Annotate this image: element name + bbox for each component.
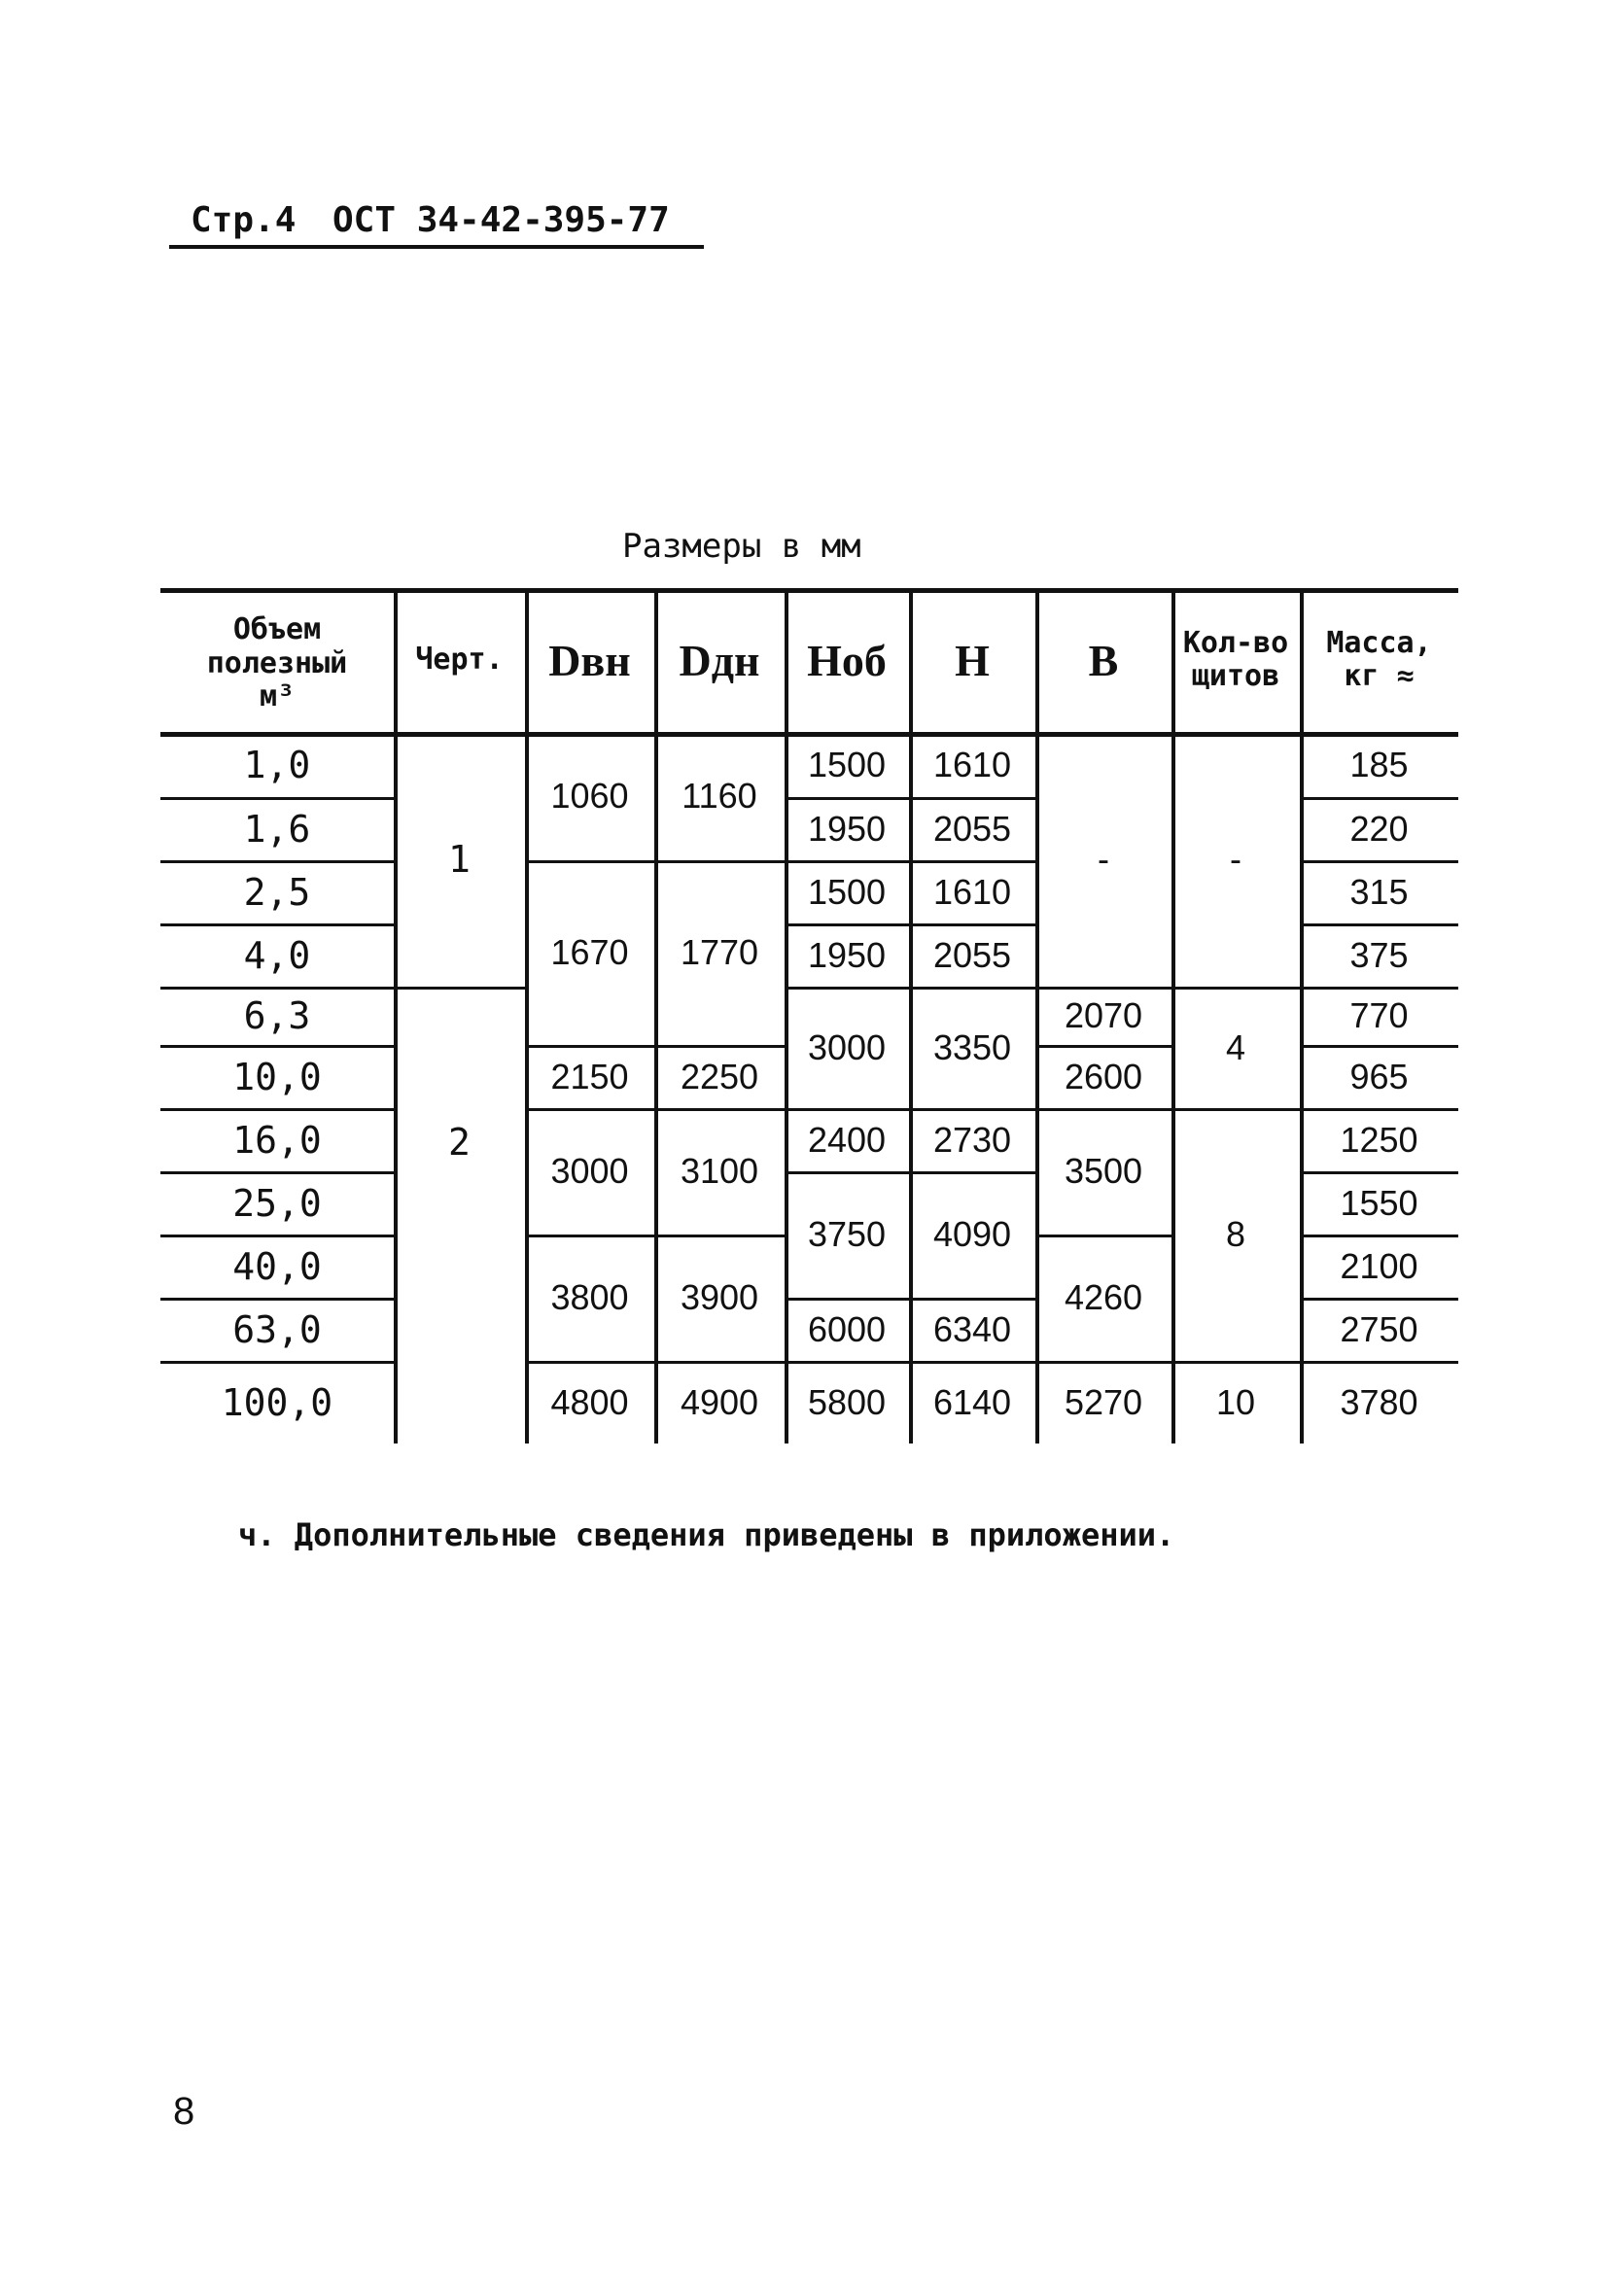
header-h-shell: Hоб [807,635,887,685]
h-cell: 2055 [932,808,1012,849]
header-volume-text: полезный [206,645,348,680]
footnote: ч. Дополнительные сведения приведены в приложении. [238,1516,1175,1553]
header-d-inner: Dвн [548,635,631,685]
h-shell-cell: 1950 [807,808,887,849]
mass-cell: 2750 [1340,1308,1418,1349]
shields-cell: 10 [1215,1381,1256,1422]
standard-number: ОСТ 34-42-395-77 [332,200,670,240]
b-cell: - [1098,839,1109,879]
page-header [169,194,704,249]
h-shell-cell: 5800 [807,1381,887,1422]
shields-cell: - [1230,839,1241,879]
d-inner-cell: 1060 [550,776,629,816]
d-outer-cell: 3100 [680,1151,759,1191]
d-inner-cell: 4800 [550,1381,629,1422]
volume-cell: 10,0 [232,1055,322,1098]
volume-cell: 40,0 [232,1244,322,1288]
shields-cell: 4 [1225,1026,1246,1067]
h-cell: 2055 [932,934,1012,975]
mass-cell: 3780 [1340,1381,1418,1422]
header-volume-text: м³ [259,679,296,714]
h-cell: 2730 [932,1119,1012,1160]
mass-cell: 770 [1349,995,1409,1035]
header-shields-text: щитов [1191,659,1280,693]
header-shields-text: Кол-во [1182,625,1289,660]
d-outer-cell: 1160 [682,776,757,816]
volume-cell: 2,5 [243,870,311,914]
h-shell-cell: 1500 [807,871,887,912]
d-inner-cell: 3800 [550,1277,629,1317]
header-h: H [955,635,990,685]
h-shell-cell: 3750 [807,1214,887,1254]
header-volume-text: Объем [232,612,322,647]
mass-cell: 965 [1349,1056,1409,1096]
mass-cell: 315 [1349,871,1409,912]
b-cell: 3500 [1064,1151,1143,1191]
h-cell: 3350 [932,1026,1012,1067]
header-volume [160,596,394,732]
mass-cell: 375 [1349,934,1409,975]
header-mass-text: кг ≈ [1344,659,1415,693]
h-shell-cell: 2400 [807,1119,887,1160]
mass-cell: 1550 [1340,1182,1418,1223]
h-shell-cell: 1950 [807,934,887,975]
h-cell: 1610 [932,871,1012,912]
d-outer-cell: 3900 [680,1277,759,1317]
table-caption: Размеры в мм [622,527,861,566]
b-cell: 2600 [1064,1056,1143,1096]
drawing-cell: 1 [448,838,471,881]
d-outer-cell: 1770 [680,932,759,972]
h-cell: 6340 [932,1308,1012,1349]
volume-cell: 25,0 [232,1181,322,1225]
volume-cell: 4,0 [243,933,311,977]
header-mass-text: Масса, [1326,625,1432,660]
header-b: B [1088,635,1119,685]
d-inner-cell: 1670 [550,932,629,972]
volume-cell: 63,0 [232,1307,322,1351]
volume-cell: 6,3 [243,994,311,1037]
mass-cell: 2100 [1340,1245,1418,1286]
b-cell: 5270 [1064,1381,1143,1422]
shields-cell: 8 [1225,1214,1246,1254]
mass-cell: 220 [1349,808,1409,849]
d-inner-cell: 2150 [550,1056,629,1096]
d-outer-cell: 2250 [680,1056,759,1096]
b-cell: 2070 [1064,995,1143,1035]
header-rule [169,245,704,249]
specification-table [160,588,1458,1463]
volume-cell: 100,0 [221,1380,333,1424]
h-shell-cell: 1500 [807,744,887,784]
page-label: Стр.4 [191,200,297,240]
page-number: 8 [173,2090,195,2133]
h-cell: 1610 [932,744,1012,784]
volume-cell: 1,0 [243,743,311,786]
mass-cell: 1250 [1340,1119,1418,1160]
drawing-cell: 2 [448,1121,471,1164]
header-mass [1300,588,1458,732]
header-drawing: Черт. [415,642,504,677]
b-cell: 4260 [1064,1277,1143,1317]
h-shell-cell: 6000 [807,1308,887,1349]
mass-cell: 185 [1349,744,1409,784]
h-shell-cell: 3000 [807,1026,887,1067]
volume-cell: 1,6 [243,807,311,851]
volume-cell: 16,0 [232,1118,322,1162]
d-outer-cell: 4900 [680,1381,759,1422]
h-cell: 4090 [932,1214,1012,1254]
h-cell: 6140 [932,1381,1012,1422]
d-inner-cell: 3000 [550,1151,629,1191]
header-shields [1171,588,1300,732]
header-d-outer: Dдн [679,635,760,685]
